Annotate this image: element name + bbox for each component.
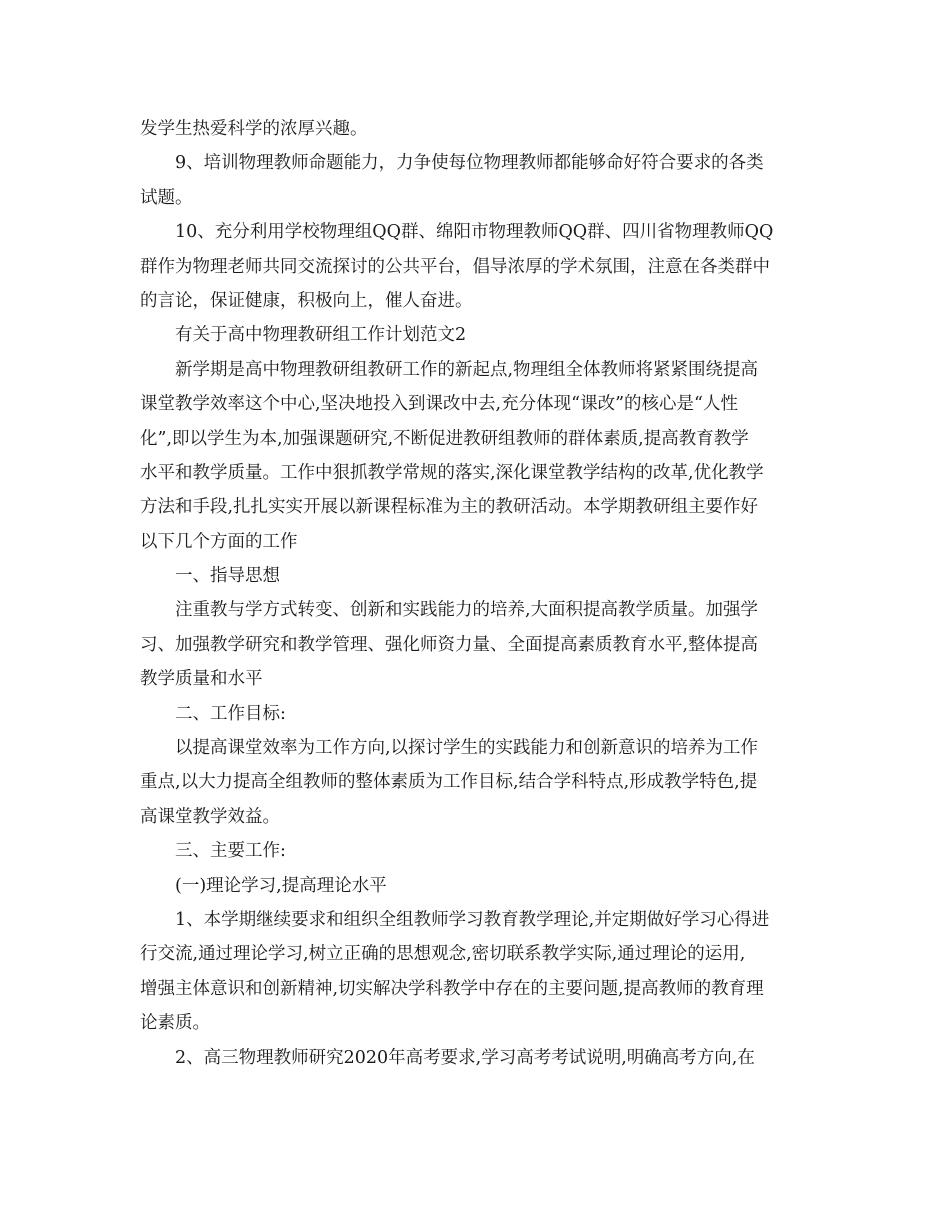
text-line: 1、本学期继续要求和组织全组教师学习教育教学理论,并定期做好学习心得进: [175, 909, 770, 930]
text-line: 的言论，保证健康，积极向上，催人奋进。: [140, 290, 473, 311]
text-line: 新学期是高中物理教研组教研工作的新起点,物理组全体教师将紧紧围绕提高: [175, 359, 759, 380]
text-line: 发学生热爱科学的浓厚兴趣。: [140, 119, 368, 139]
text-line: 以下几个方面的工作: [140, 531, 298, 552]
text-line: 化”,即以学生为本,加强课题研究,不断促进教研组教师的群体素质,提高教育教学: [140, 428, 749, 449]
text-line: 论素质。: [140, 1013, 210, 1034]
text-line: 群作为物理老师共同交流探讨的公共平台，倡导浓厚的学术氛围，注意在各类群中: [140, 256, 770, 277]
text-line: 一、指导思想: [175, 566, 280, 587]
text-line: 高课堂教学效益。: [140, 806, 280, 827]
text-line: 教学质量和水平: [140, 669, 263, 690]
text-line: 9、培训物理教师命题能力，力争使每位物理教师都能够命好符合要求的各类: [175, 153, 764, 174]
text-line: 试题。: [140, 187, 193, 208]
text-line: 三、主要工作:: [175, 841, 286, 862]
text-line: 2、高三物理教师研究2020年高考要求,学习高考考试说明,明确高考方向,在: [175, 1047, 755, 1068]
text-line: 水平和教学质量。工作中狠抓教学常规的落实,深化课堂教学结构的改革,优化教学: [140, 462, 764, 483]
text-line: (一)理论学习,提高理论水平: [175, 875, 387, 896]
text-line: 以提高课堂效率为工作方向,以探讨学生的实践能力和创新意识的培养为工作: [175, 738, 759, 759]
document-page: [140, 112, 812, 1075]
text-line: 10、充分利用学校物理组QQ群、绵阳市物理教师QQ群、四川省物理教师QQ: [175, 222, 774, 243]
text-line: 方法和手段,扎扎实实开展以新课程标准为主的教研活动。本学期教研组主要作好: [140, 497, 759, 518]
text-line: 行交流,通过理论学习,树立正确的思想观念,密切联系教学实际,通过理论的运用,: [140, 944, 746, 965]
text-line: 重点,以大力提高全组教师的整体素质为工作目标,结合学科特点,形成教学特色,提: [140, 772, 758, 793]
text-line: 习、加强教学研究和教学管理、强化师资力量、全面提高素质教育水平,整体提高: [140, 634, 759, 655]
text-line: 增强主体意识和创新精神,切实解决学科教学中存在的主要问题,提高教师的教育理: [140, 978, 764, 999]
text-line: 二、工作目标:: [175, 703, 286, 724]
text-line: 有关于高中物理教研组工作计划范文2: [175, 325, 467, 346]
text-line: 课堂教学效率这个中心,坚决地投入到课改中去,充分体现“课改”的核心是“人性: [140, 394, 738, 415]
text-line: 注重教与学方式转变、创新和实践能力的培养,大面积提高教学质量。加强学: [175, 600, 759, 621]
